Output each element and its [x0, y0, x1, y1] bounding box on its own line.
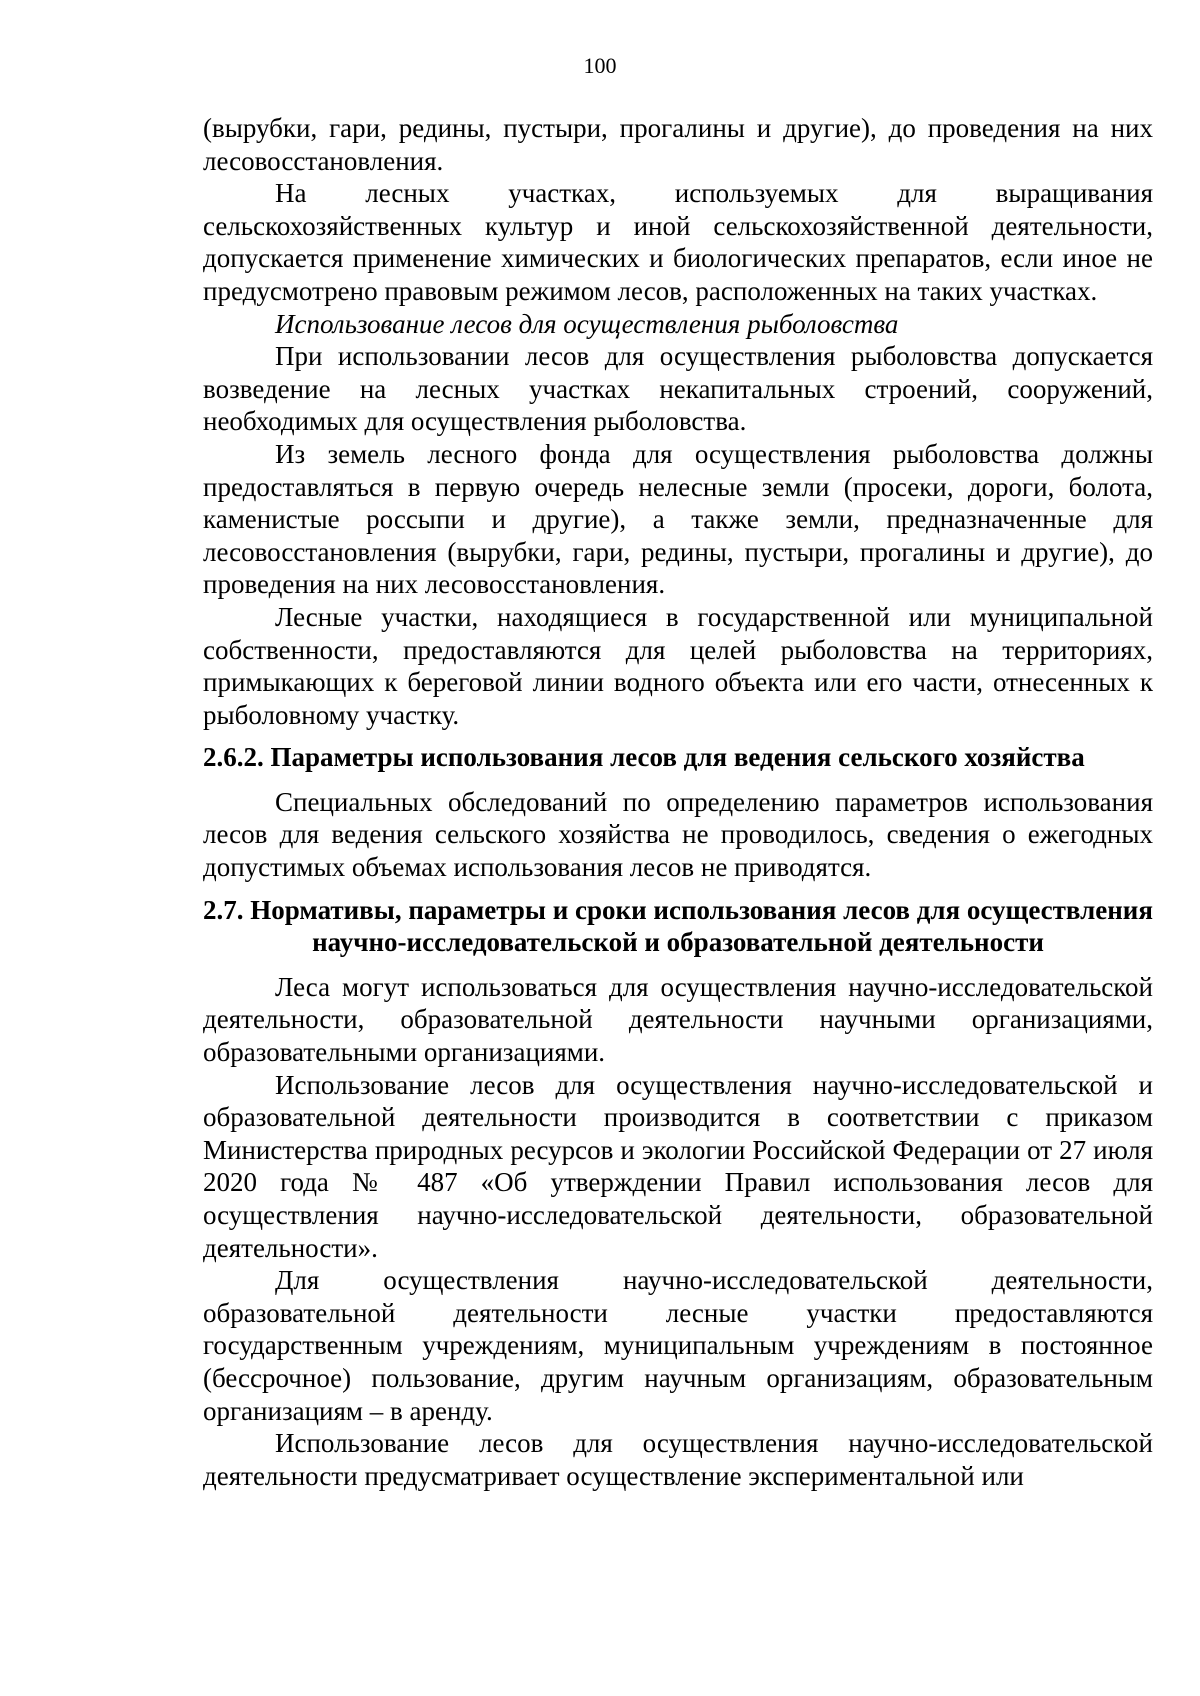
document-body	[203, 112, 1153, 1492]
paragraph-research-order: Использование лесов для осуществления научно-исследовательской и образовательной деятельности производится в соответствии с приказом Министерства природных ресурсов и экологии Российской Федерации от 27 июля 2020 года № 487 «Об утверждении Правил использования лесов для осуществления научно-исследовательской деятельности, образовательной деятельности».	[203, 1069, 1153, 1263]
paragraph-continuation: (вырубки, гари, редины, пустыри, прогалины и другие), до проведения на них лесовосстановления.	[203, 113, 1153, 176]
paragraph-research-use: Леса могут использоваться для осуществления научно-исследовательской деятельности, образовательной деятельности научными организациями, образовательными организациями.	[203, 971, 1153, 1068]
section-heading-2-7: 2.7. Нормативы, параметры и сроки использования лесов для осуществления научно-исследовательской и образовательной деятельности	[203, 894, 1153, 958]
paragraph-research-plots: Для осуществления научно-исследовательской деятельности, образовательной деятельности лесные участки предоставляются государственным учреждениям, муниципальным учреждениям в постоянное (бессрочное) пользование, другим научным организациям, образовательным организациям – в аренду.	[203, 1265, 1153, 1426]
section-heading-2-6-2: 2.6.2. Параметры использования лесов для ведения сельского хозяйства	[203, 742, 1085, 773]
paragraph-agriculture-surveys: Специальных обследований по определению параметров использования лесов для ведения сельского хозяйства не проводилось, сведения о ежегодных допустимых объемах использования лесов не приводятся.	[203, 786, 1153, 883]
paragraph-research-experimental: Использование лесов для осуществления научно-исследовательской деятельности предусматривает осуществление экспериментальной или	[203, 1428, 1153, 1491]
paragraph-fishing-structures: При использовании лесов для осуществления рыболовства допускается возведение на лесных участках некапитальных строений, сооружений, необходимых для осуществления рыболовства.	[203, 341, 1153, 437]
paragraph-fishing-plots: Лесные участки, находящиеся в государственной или муниципальной собственности, предоставляются для целей рыболовства на территориях, примыкающих к береговой линии водного объекта или его части, отнесенных к рыболовному участку.	[203, 601, 1153, 730]
subheading-fishing: Использование лесов для осуществления рыболовства	[275, 308, 899, 339]
paragraph-fishing-lands: Из земель лесного фонда для осуществления рыболовства должны предоставляться в первую очередь нелесные земли (просеки, дороги, болота, каменистые россыпи и другие), а также земли, предназначенные для лесовосстановления (вырубки, гари, редины, пустыри, прогалины и другие), до проведения на них лесовосстановления.	[203, 438, 1153, 600]
page-number: 100	[583, 53, 617, 78]
paragraph-agricultural-chemicals: На лесных участках, используемых для выращивания сельскохозяйственных культур и иной сельскохозяйственной деятельности, допускается применение химических и биологических препаратов, если иное не предусмотрено правовым режимом лесов, расположенных на таких участках.	[203, 178, 1153, 306]
